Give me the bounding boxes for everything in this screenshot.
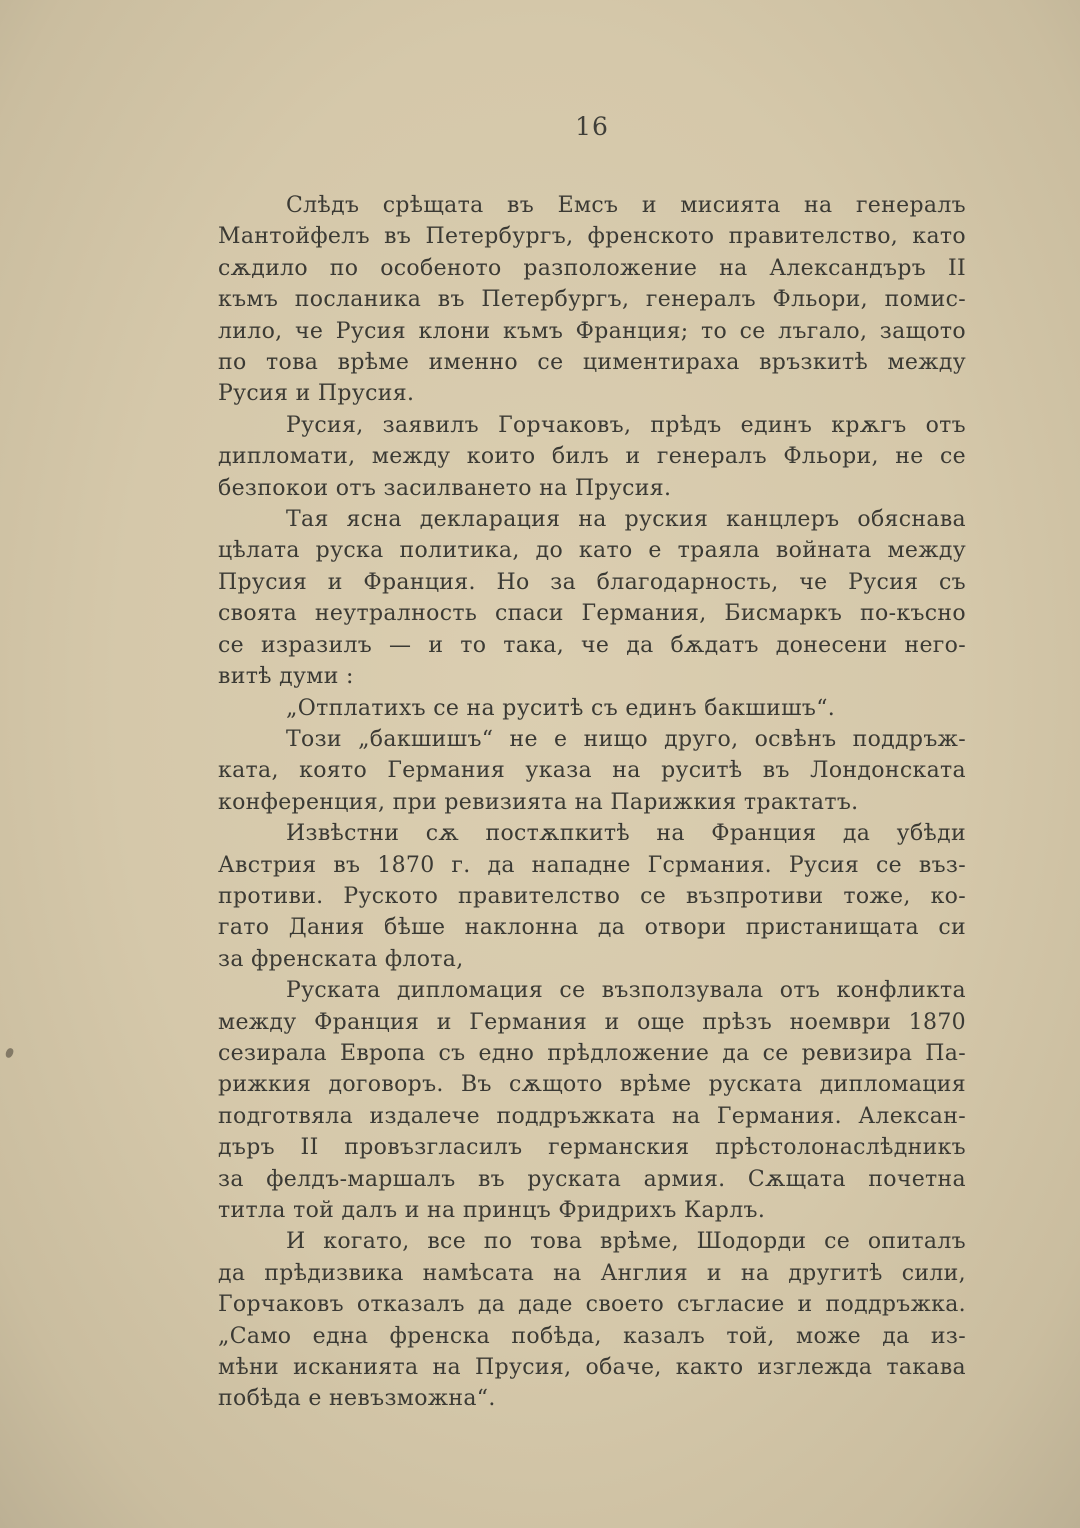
text-line: витѣ думи : [218, 664, 354, 690]
paragraph [218, 693, 966, 724]
text-block [218, 190, 966, 1415]
text-line: Прусия и Франция. Но за благодарность, че Русия съ [218, 569, 966, 595]
text-line: по това врѣме именно се циментираха връзкитѣ между [218, 350, 966, 376]
text-line: Русия и Прусия. [218, 381, 415, 407]
text-line: се изразилъ — и то така, че да бѫдатъ донесени него- [218, 632, 966, 658]
text-line: къмъ посланика въ Петербургъ, генералъ Фльори, помис- [218, 287, 966, 313]
paragraph [218, 1226, 966, 1414]
paragraph [218, 724, 966, 818]
paragraph [218, 504, 966, 692]
text-line: за фелдъ-маршалъ въ руската армия. Сѫщата почетна [218, 1166, 966, 1192]
text-line: Този „бакшишъ“ не е нищо друго, освѣнъ поддръж- [286, 726, 966, 752]
text-line: противи. Руското правителство се възпротиви тоже, ко- [218, 883, 966, 909]
page-number: 16 [575, 112, 609, 141]
text-line: Слѣдъ срѣщата въ Емсъ и мисията на генералъ [286, 193, 966, 218]
paragraph [218, 410, 966, 504]
text-line: гато Дания бѣше наклонна да отвори пристанищата си [218, 915, 966, 941]
text-line: Мантойфелъ въ Петербургъ, френското правителство, като [218, 224, 966, 250]
text-line: „Отплатихъ се на руситѣ съ единъ бакшишъ“. [286, 695, 836, 721]
text-line: Руската дипломация се възползувала отъ конфликта [286, 978, 966, 1004]
text-line: да прѣдизвика намѣсата на Англия и на другитѣ сили, [218, 1260, 966, 1286]
paragraph [218, 190, 966, 410]
text-line: мѣни исканията на Прусия, обаче, както изглежда такава [218, 1355, 966, 1381]
paragraph [218, 975, 966, 1226]
text-line: своята неутралность спаси Германия, Бисмаркъ по-късно [218, 601, 966, 627]
text-line: лило, че Русия клони къмъ Франция; то се лъгало, защото [218, 318, 966, 344]
text-line: побѣда е невъзможна“. [218, 1386, 496, 1412]
text-line: сѫдило по особеното разположение на Александъръ II [218, 255, 966, 281]
text-line: цѣлата руска политика, до като е траяла войната между [218, 538, 966, 564]
text-line: сезирала Европа съ едно прѣдложение да се ревизира Па- [218, 1040, 966, 1066]
scan-speck [5, 1047, 15, 1059]
text-line: И когато, все по това врѣме, Шодорди се опиталъ [286, 1229, 966, 1255]
text-line: за френската флота, [218, 946, 464, 972]
text-line: „Само една френска побѣда, казалъ той, може да из- [218, 1323, 966, 1349]
text-line: дипломати, между които билъ и генералъ Фльори, не се [218, 444, 966, 470]
text-line: Русия, заявилъ Горчаковъ, прѣдъ единъ крѫгъ отъ [286, 412, 966, 438]
text-line: Австрия въ 1870 г. да нападне Гсрмания. Русия се въз- [218, 852, 966, 878]
paragraph [218, 818, 966, 975]
text-line: рижкия договоръ. Въ сѫщото врѣме руската дипломация [218, 1072, 966, 1098]
text-line: титла той далъ и на принцъ Фридрихъ Карлъ. [218, 1198, 766, 1223]
text-line: Тая ясна декларация на руския канцлеръ обяснава [286, 507, 966, 533]
text-line: между Франция и Германия и още прѣзъ ноември 1870 [218, 1009, 966, 1035]
text-line: Извѣстни сѫ постѫпкитѣ на Франция да убѣди [286, 821, 966, 847]
text-line: дъръ II провъзгласилъ германския прѣстолонаслѣдникъ [218, 1135, 966, 1161]
text-line: конференция, при ревизията на Парижкия трактатъ. [218, 789, 859, 815]
text-line: ката, която Германия указа на руситѣ въ Лондонската [218, 758, 966, 784]
text-line: подготвяла издалече поддръжката на Германия. Алексан- [218, 1103, 966, 1129]
text-line: безпокои отъ засилването на Прусия. [218, 475, 672, 501]
text-line: Горчаковъ отказалъ да даде своето съгласие и поддръжка. [218, 1292, 966, 1318]
